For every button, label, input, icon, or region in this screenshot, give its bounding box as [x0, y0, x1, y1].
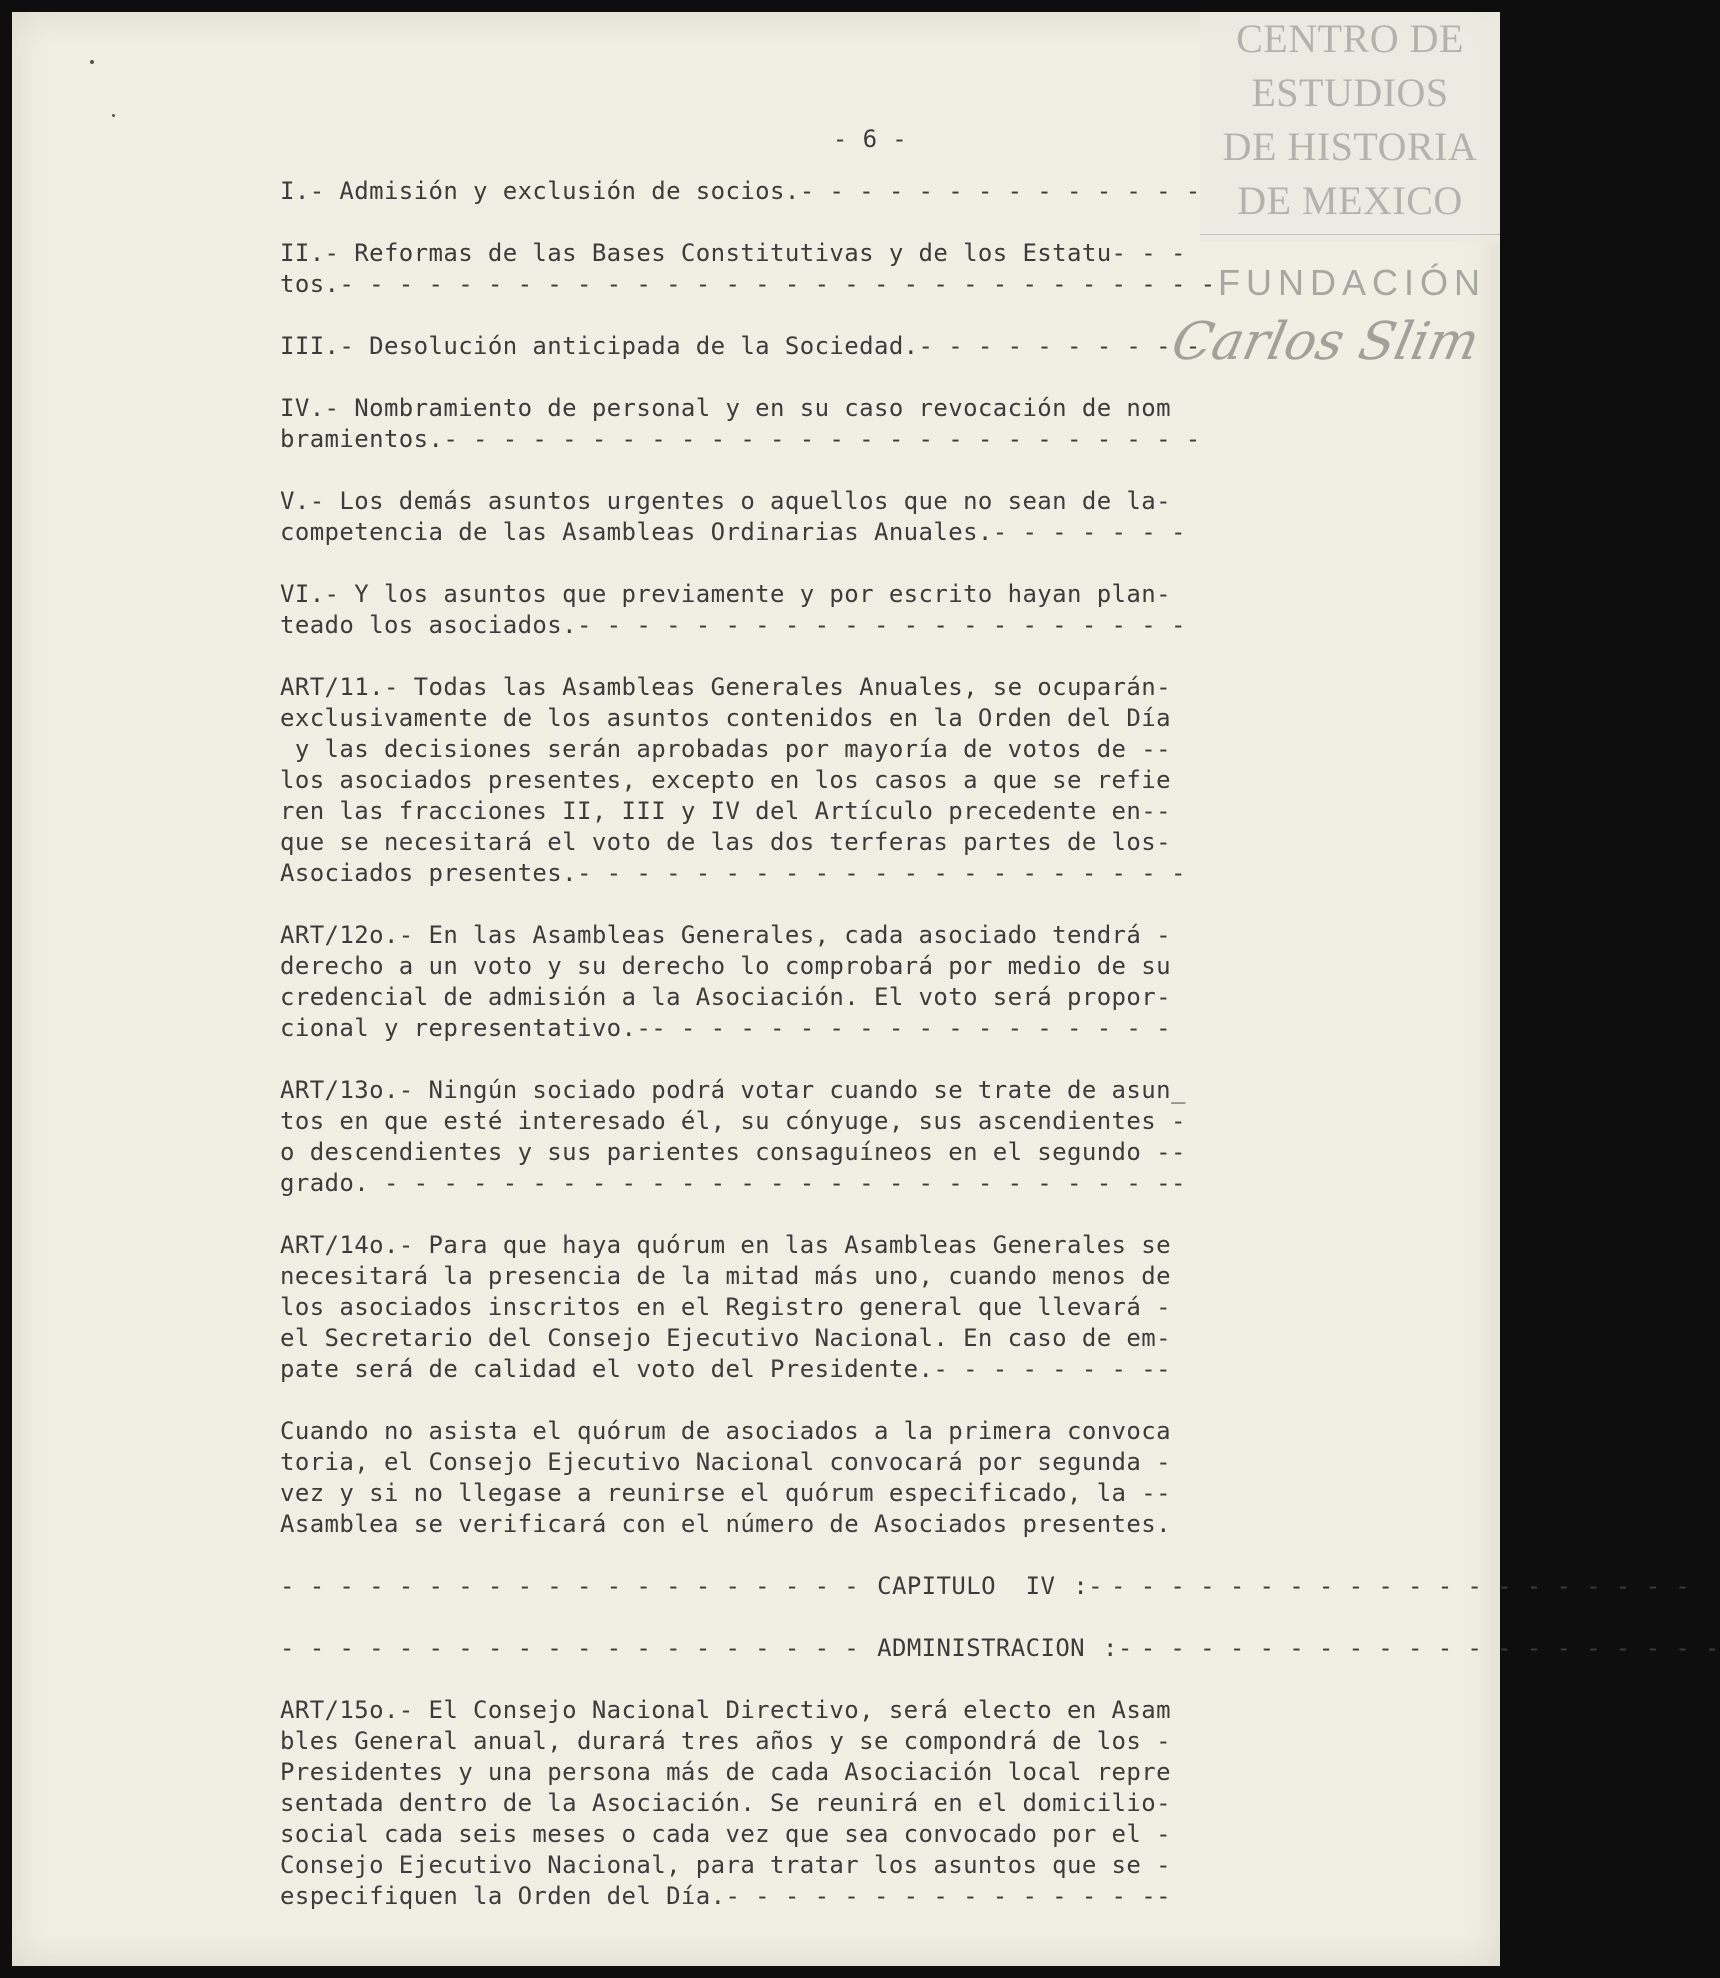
text-line: y las decisiones serán aprobadas por mayoría de votos de --: [280, 735, 1171, 763]
text-line: social cada seis meses o cada vez que sea convocado por el -: [280, 1820, 1171, 1848]
text-line: sentada dentro de la Asociación. Se reunirá en el domicilio-: [280, 1789, 1171, 1817]
typed-text: [280, 124, 1720, 1943]
dash-trailer: - - - - - - - - - - - - - - - - - - - -: [1111, 1572, 1691, 1600]
watermark-signature: Carlos Slim: [1166, 312, 1485, 372]
text-line: IV.- Nombramiento de personal y en su caso revocación de nom: [280, 394, 1171, 422]
paragraph: [280, 1416, 1430, 1540]
text-line: II.- Reformas de las Bases Constitutivas y de los Estatu- - -: [280, 239, 1186, 267]
text-line: exclusivamente de los asuntos contenidos en la Orden del Día: [280, 704, 1171, 732]
paragraph: [280, 176, 1430, 207]
text-line: ART/12o.- En las Asambleas Generales, cada asociado tendrá -: [280, 921, 1171, 949]
text-line: I.- Admisión y exclusión de socios.- - - - - - - - - - - - - -: [280, 177, 1201, 205]
text-line: V.- Los demás asuntos urgentes o aquellos que no sean de la-: [280, 487, 1171, 515]
text-line: ART/15o.- El Consejo Nacional Directivo, será electo en Asam: [280, 1696, 1171, 1724]
text-line: Presidentes y una persona más de cada Asociación local repre: [280, 1758, 1171, 1786]
text-line: credencial de admisión a la Asociación. El voto será propor-: [280, 983, 1171, 1011]
dash-trailer: - - - - - - - - - - - - - - - - - - - -: [1140, 1634, 1720, 1662]
text-line: toria, el Consejo Ejecutivo Nacional convocará por segunda -: [280, 1448, 1171, 1476]
text-line: grado. - - - - - - - - - - - - - - - - - - - - - - - - - - --: [280, 1169, 1186, 1197]
paragraph: [280, 486, 1430, 548]
text-line: el Secretario del Consejo Ejecutivo Nacional. En caso de em-: [280, 1324, 1171, 1352]
watermark-line-4: DE MEXICO: [1237, 178, 1463, 223]
paragraph: [280, 331, 1430, 362]
document-page: [12, 12, 1720, 1966]
dash-leader: - - - - - - - - - - - - - - - - - - - -: [280, 1572, 860, 1600]
paragraph: [280, 393, 1430, 455]
text-line: que se necesitará el voto de las dos terferas partes de los-: [280, 828, 1171, 856]
paragraph: [280, 920, 1430, 1044]
text-line: ART/13o.- Ningún sociado podrá votar cuando se trate de asun_: [280, 1076, 1186, 1104]
text-line: necesitará la presencia de la mitad más uno, cuando menos de: [280, 1262, 1171, 1290]
watermark-line-2: ESTUDIOS: [1251, 70, 1449, 115]
text-line: los asociados presentes, excepto en los casos a que se refie: [280, 766, 1171, 794]
text-line: Cuando no asista el quórum de asociados a la primera convoca: [280, 1417, 1171, 1445]
paragraph: [280, 579, 1430, 641]
text-line: ART/14o.- Para que haya quórum en las Asambleas Generales se: [280, 1231, 1171, 1259]
section-title: ADMINISTRACION: [877, 1634, 1086, 1662]
article-15: [280, 1695, 1430, 1912]
chapter-heading: [280, 1571, 1691, 1602]
chapter-suffix: :-: [1073, 1572, 1104, 1600]
paragraph: [280, 1230, 1430, 1385]
text-line: Asamblea se verificará con el número de Asociados presentes.: [280, 1510, 1171, 1538]
text-line: o descendientes y sus parientes consaguíneos en el segundo --: [280, 1138, 1186, 1166]
dust-speck: [112, 114, 115, 117]
text-line: tos.- - - - - - - - - - - - - - - - - - - - - - - - - - - - - -: [280, 270, 1216, 298]
chapter-title: CAPITULO IV: [877, 1572, 1056, 1600]
text-line: vez y si no llegase a reunirse el quórum especificado, la --: [280, 1479, 1171, 1507]
section-heading: [280, 1633, 1720, 1664]
text-line: pate será de calidad el voto del Presidente.- - - - - - - --: [280, 1355, 1171, 1383]
text-line: Asociados presentes.- - - - - - - - - - - - - - - - - - - - -: [280, 859, 1186, 887]
text-line: competencia de las Asambleas Ordinarias Anuales.- - - - - - -: [280, 518, 1186, 546]
text-line: bles General anual, durará tres años y se compondrá de los -: [280, 1727, 1171, 1755]
watermark-line-1: CENTRO DE: [1236, 16, 1464, 61]
dust-speck: [90, 60, 94, 64]
page-number: - 6 -: [832, 125, 908, 153]
text-line: cional y representativo.-- - - - - - - - - - - - - - - - - -: [280, 1014, 1171, 1042]
text-line: especifiquen la Orden del Día.- - - - - - - - - - - - - - --: [280, 1882, 1171, 1910]
text-line: teado los asociados.- - - - - - - - - - - - - - - - - - - - -: [280, 611, 1186, 639]
text-line: los asociados inscritos en el Registro general que llevará -: [280, 1293, 1171, 1321]
paragraph: [280, 672, 1430, 889]
section-suffix: :-: [1103, 1634, 1133, 1662]
dash-leader: - - - - - - - - - - - - - - - - - - - -: [280, 1634, 860, 1662]
text-line: bramientos.- - - - - - - - - - - - - - - - - - - - - - - - - -: [280, 425, 1201, 453]
paragraph-list: [280, 176, 1430, 1540]
text-line: III.- Desolución anticipada de la Sociedad.- - - - - - - - - -: [280, 332, 1201, 360]
watermark-line-3: DE HISTORIA: [1222, 124, 1478, 169]
text-line: Consejo Ejecutivo Nacional, para tratar los asuntos que se -: [280, 1851, 1171, 1879]
text-line: ren las fracciones II, III y IV del Artículo precedente en--: [280, 797, 1171, 825]
text-line: VI.- Y los asuntos que previamente y por escrito hayan plan-: [280, 580, 1171, 608]
paragraph: [280, 1075, 1430, 1199]
watermark-foundation: FUNDACIÓN: [1218, 262, 1486, 303]
text-line: ART/11.- Todas las Asambleas Generales Anuales, se ocuparán-: [280, 673, 1171, 701]
text-line: tos en que esté interesado él, su cónyuge, sus ascendientes -: [280, 1107, 1186, 1135]
paragraph: [280, 238, 1430, 300]
text-line: derecho a un voto y su derecho lo comprobará por medio de su: [280, 952, 1171, 980]
